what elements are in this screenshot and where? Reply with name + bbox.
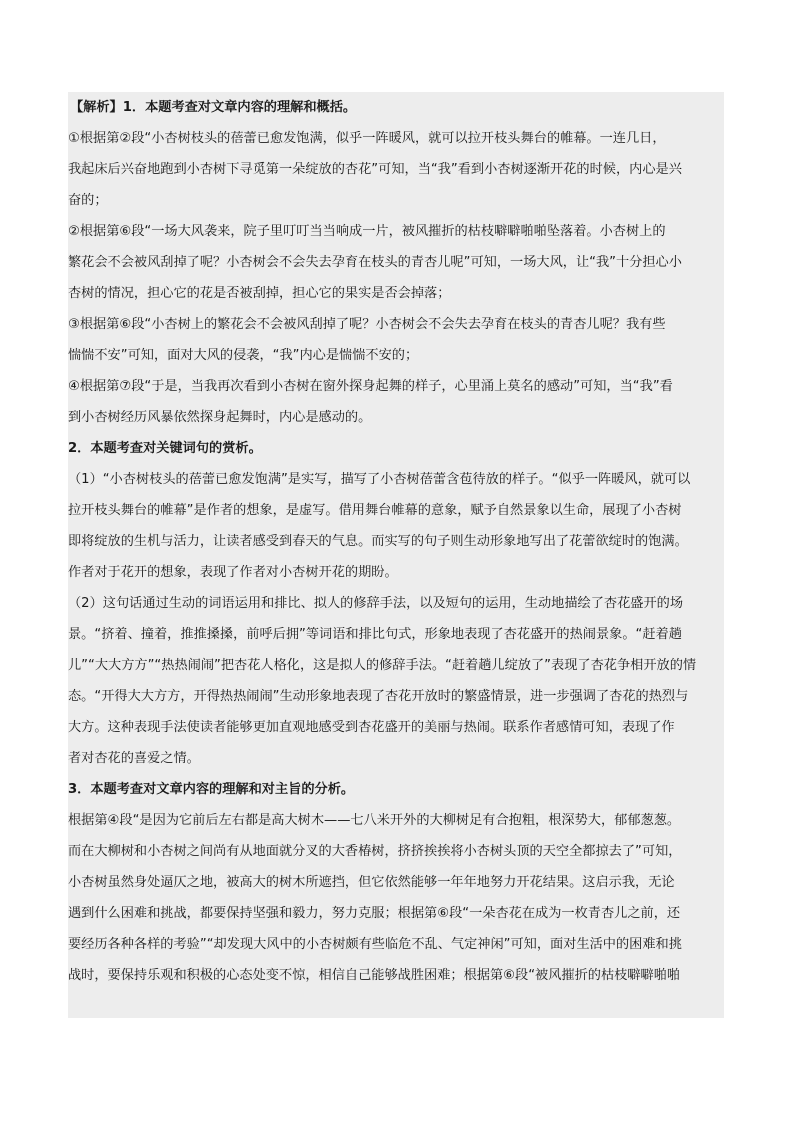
text-line: 到小杏树经历风暴依然探身起舞时，内心是感动的。 [68,410,372,425]
text-line: 我起床后兴奋地跑到小杏树下寻觅第一朵绽放的杏花”可知，当“我”看到小杏树逐渐开花的时候，内心是兴 [68,162,682,177]
text-line: 大方。这种表现手法使读者能够更加直观地感受到杏花盛开的美丽与热闹。联系作者感情可知，表现了作 [68,720,675,735]
text-line: 惴惴不安”可知，面对大风的侵袭，“我”内心是惴惴不安的； [68,348,419,363]
text-line: ①根据第②段“小杏树枝头的蓓蕾已愈发饱满，似乎一阵暖风，就可以拉开枝头舞台的帷幕。一连几日， [68,131,666,146]
text-line: 儿”“大大方方”“热热闹闹”把杏花人格化，这是拟人的修辞手法。“赶着趟儿绽放了”表现了杏花争相开放的情 [68,658,697,673]
text-line: 战时，要保持乐观和积极的心态处变不惊，相信自己能够战胜困难；根据第⑥段“被风摧折的枯枝噼噼啪啪 [68,968,681,983]
text-line: （1）“小杏树枝头的蓓蕾已愈发饱满”是实写，描写了小杏树蓓蕾含苞待放的样子。“似乎一阵暖风，就可以 [68,472,691,487]
text-line: 作者对于花开的想象，表现了作者对小杏树开花的期盼。 [68,565,398,580]
text-line: 拉开枝头舞台的帷幕”是作者的想象，是虚写。借用舞台帷幕的意象，赋予自然景象以生命，展现了小杏树 [68,503,682,518]
text-line: 小杏树虽然身处逼仄之地，被高大的树木所遮挡，但它依然能够一年年地努力开花结果。这启示我，无论 [68,875,675,890]
text-line: 杏树的情况，担心它的花是否被刮掉，担心它的果实是否会掉落； [68,286,451,301]
question-3-heading: 3．本题考查对文章内容的理解和对主旨的分析。 [68,782,355,797]
text-line: 繁花会不会被风刮掉了呢？小杏树会不会失去孕育在枝头的青杏儿呢”可知，一场大风，让“我”十分担心小 [68,255,682,270]
analysis-heading: 【解析】1．本题考查对文章内容的理解和概括。 [70,100,357,115]
text-line: ④根据第⑦段“于是，当我再次看到小杏树在窗外探身起舞的样子，心里涌上莫名的感动”可知，当“我”看 [68,379,673,394]
text-line: ②根据第⑥段“一场大风袭来，院子里叮叮当当响成一片，被风摧折的枯枝噼噼啪啪坠落着。小杏树上的 [68,224,666,239]
text-line: ③根据第⑥段“小杏树上的繁花会不会被风刮掉了呢？小杏树会不会失去孕育在枝头的青杏儿呢？我有些 [68,317,666,332]
text-line: 根据第④段“是因为它前后左右都是高大树木——七八米开外的大柳树足有合抱粗，根深势大，郁郁葱葱。 [68,813,681,828]
question-2-heading: 2．本题考查对关键词句的赏析。 [68,441,262,456]
text-line: 者对杏花的喜爱之情。 [68,751,200,766]
text-line: 奋的； [68,193,108,208]
text-line: 而在大柳树和小杏树之间尚有从地面就分叉的大香椿树，挤挤挨挨将小杏树头顶的天空全都掠去了”可知， [68,844,682,859]
text-line: 态。“开得大大方方，开得热热闹闹”生动形象地表现了杏花开放时的繁盛情景，进一步强调了杏花的热烈与 [68,689,689,704]
text-line: 要经历各种各样的考验”“却发现大风中的小杏树颇有些临危不乱、气定神闲”可知，面对生活中的困难和挑 [68,937,682,952]
text-line: （2）这句话通过生动的词语运用和排比、拟人的修辞手法，以及短句的运用，生动地描绘了杏花盛开的场 [68,596,684,611]
answer-analysis-block [68,92,724,1018]
text-line: 即将绽放的生机与活力，让读者感受到春天的气息。而实写的句子则生动形象地写出了花蕾欲绽时的饱满。 [68,534,688,549]
text-line: 景。“挤着、撞着，推推搡搡，前呼后拥”等词语和排比句式，形象地表现了杏花盛开的热闹景象。“赶着趟 [68,627,682,642]
text-line: 遇到什么困难和挑战，都要保持坚强和毅力，努力克服；根据第⑥段“一朵杏花在成为一枚青杏儿之前，还 [68,906,681,921]
